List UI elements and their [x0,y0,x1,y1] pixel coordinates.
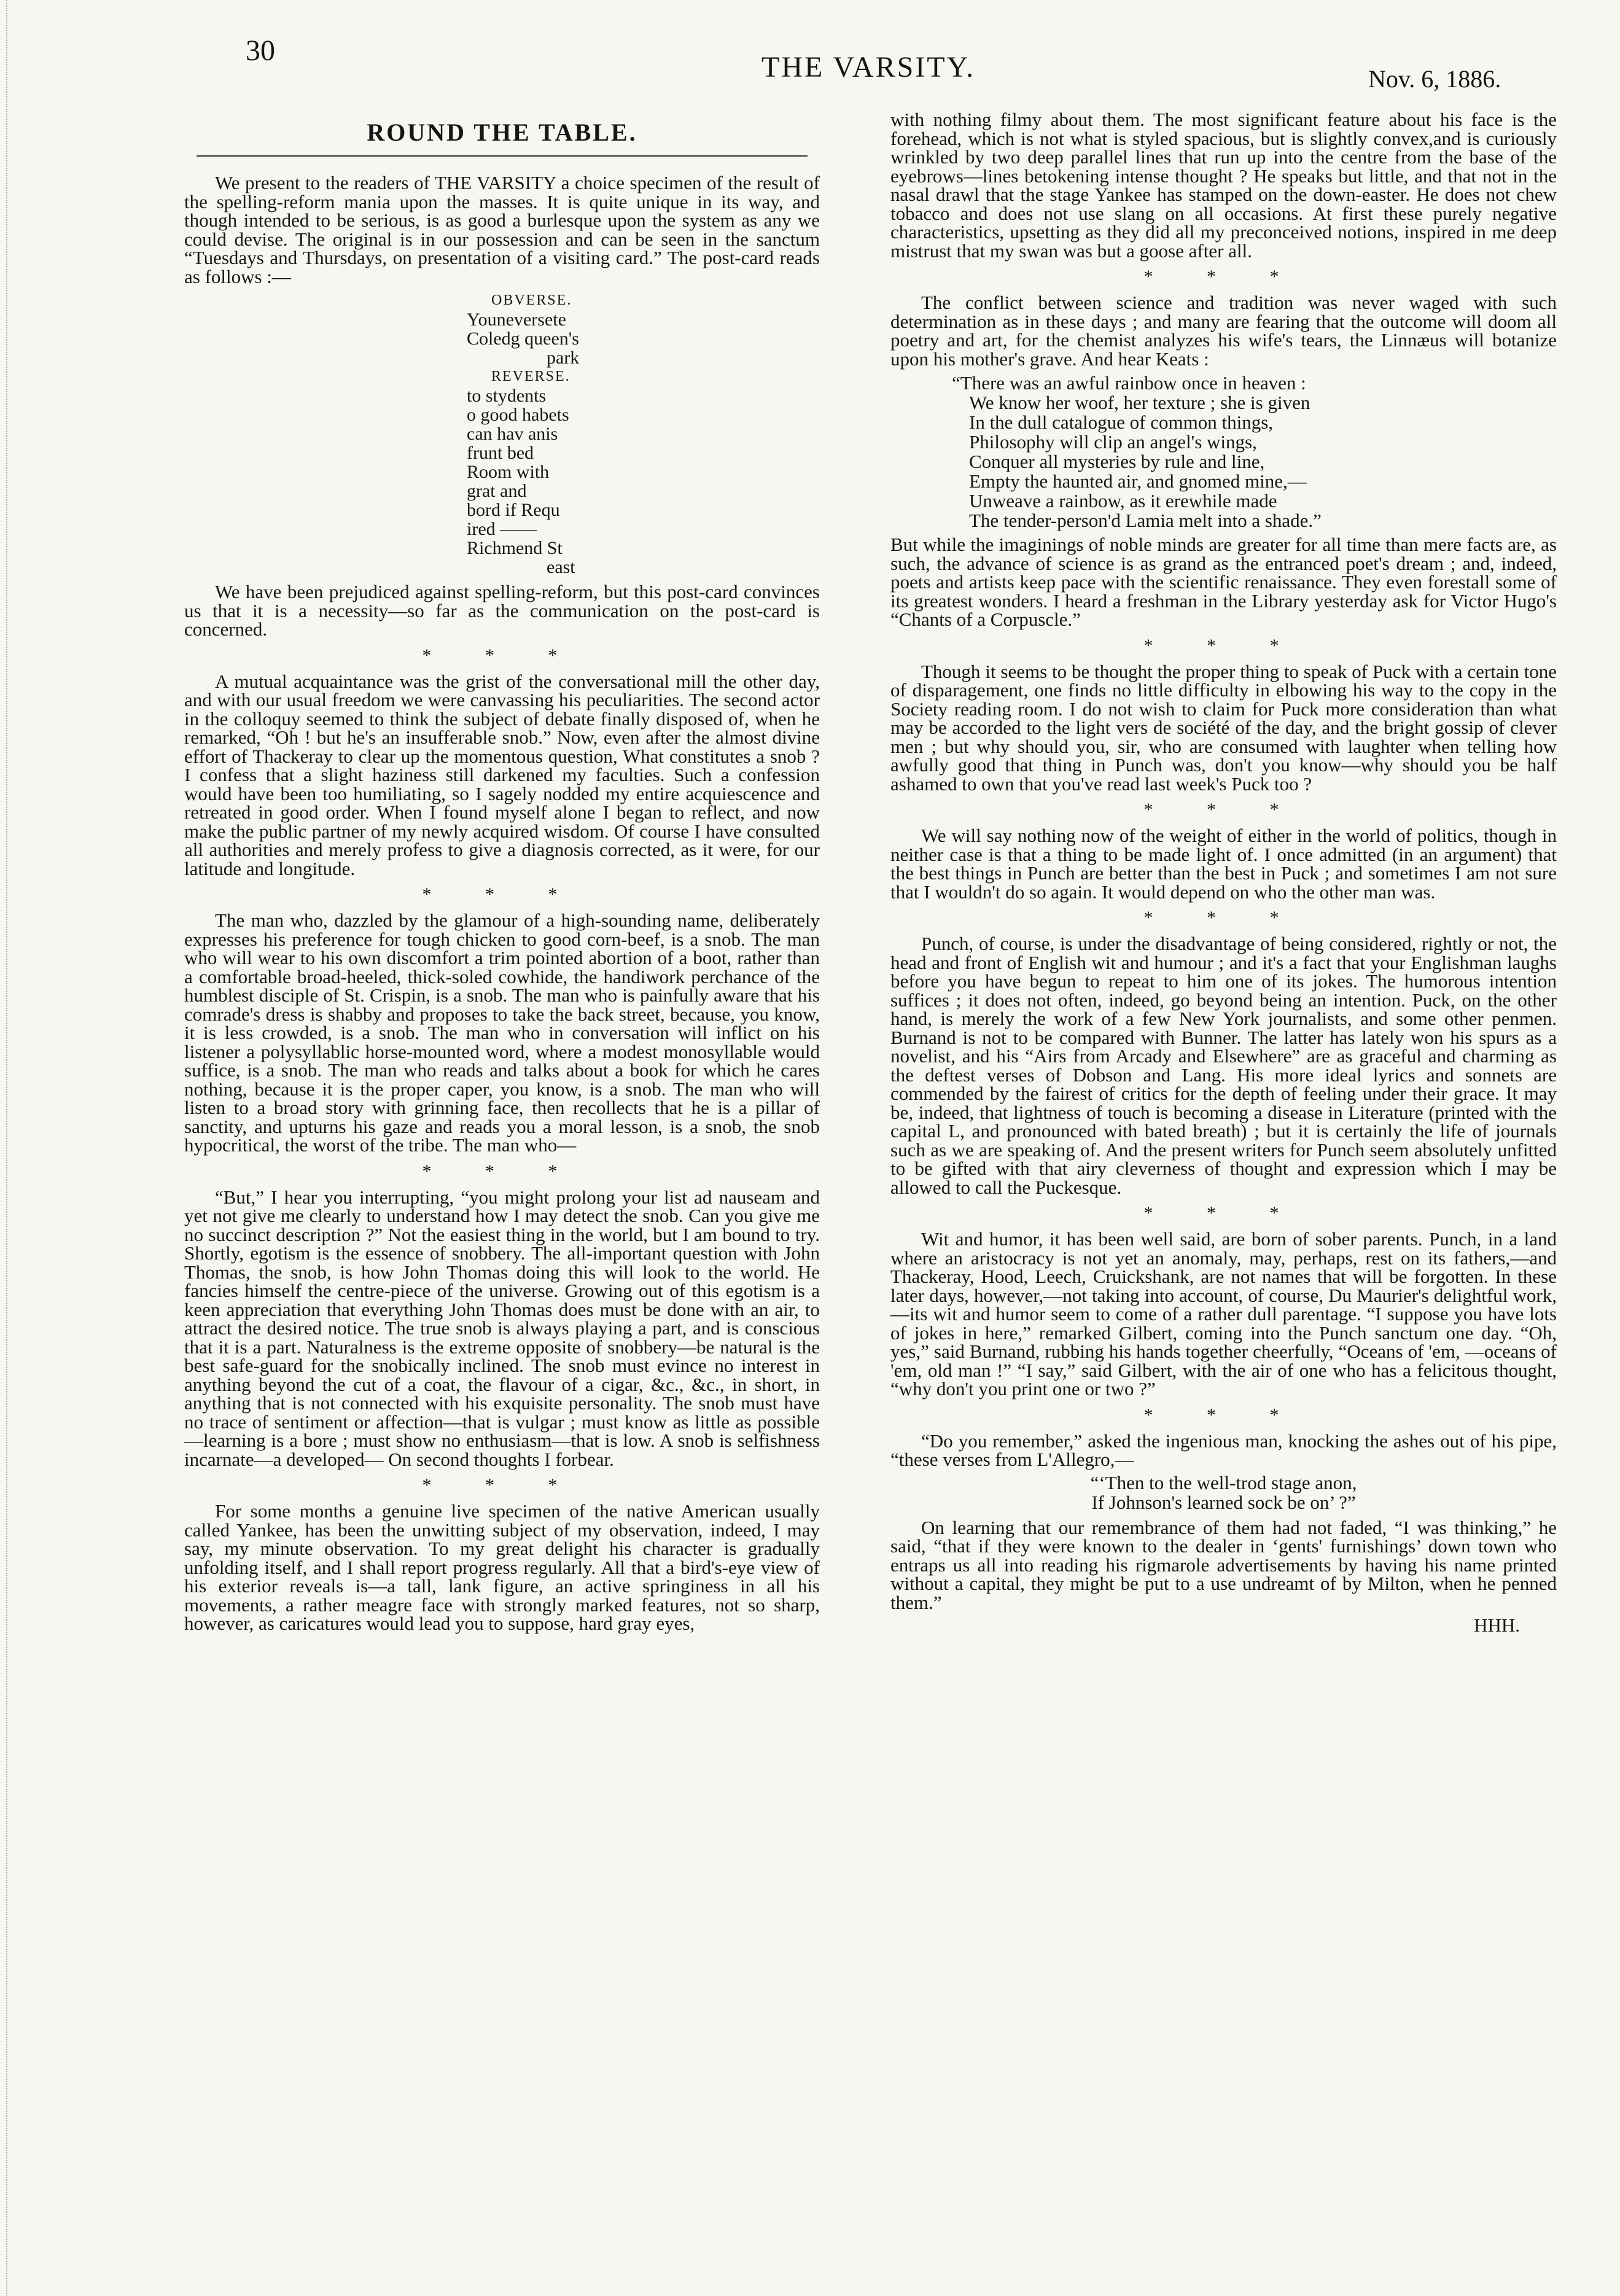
section-break: * * * [1143,635,1304,656]
intro-paragraph: We present to the readers of THE VARSITY a choice specimen of the result of the spelling-reform mania upon the masses. It is quite unique in its way, and though intended to be serious, is as good a burlesque upon the system as any we could devise. The original is in our possession and can be seen in the sanctum “Tuesdays and Thursdays, on presentation of a visiting card.” The post-card reads as follows :— [184,172,820,287]
paragraph: with nothing filmy about them. The most significant feature about his face is the forehead, which is not what is styled spacious, but is slightly convex,and is curiously wrinkled by two deep parallel lines that run up into the centre from the base of the eyebrows—lines betokening intense thought ? He speaks but little, and that not in the nasal drawl that the stage Yankee has stamped on the down-easter. He does not chew tobacco and does not use slang on all occasions. At first these purely negative characteristics, upsetting as they did all my preconceived notions, inspired in me deep mistrust that my swan was but a goose after all. [890,109,1557,262]
verse-line: Empty the haunted air, and gnomed mine,— [969,470,1307,492]
postcard-line: frunt bed [467,443,534,463]
page-edge-shadow [6,0,10,2296]
postcard-line: park [547,348,580,368]
section-break: * * * [1143,1203,1304,1223]
page-number: 30 [246,34,275,67]
paragraph: The conflict between science and tradition was never waged with such determination as in these days ; and many are fearing that the outcome will doom all poetry and art, for the chemist analyzes his wife's tears, the Linnæus will botanize upon his mother's grave. And hear Keats : [890,292,1557,370]
paragraph: We have been prejudiced against spelling-reform, but this post-card convinces us that it is a necessity—so far as the communication on the post-card is concerned. [184,581,820,640]
section-break: * * * [422,1475,582,1495]
section-title: ROUND THE TABLE. [367,119,637,146]
section-break: * * * [1143,267,1304,287]
postcard-line: grat and [467,481,527,501]
right-column [890,111,1557,1636]
title-rule [197,155,808,157]
issue-date: Nov. 6, 1886. [1368,65,1501,93]
verse-line: The tender-person'd Lamia melt into a shade.” [969,510,1322,531]
postcard-line: Coledg queen's [467,329,579,349]
paragraph: Wit and humor, it has been well said, are born of sober parents. Punch, in a land where an aristocracy is not yet an anomaly, may, perhaps, rest on its fathers,—and Thackeray, Hood, Leech, Cruickshank, are not names that will be forgotten. In these later days, however,—not taking into account, of course, Du Maurier's delightful work,—its wit and humor seem to come of a rather dull parentage. “I suppose you have lots of jokes in here,” remarked Gilbert, coming into the Punch sanctum one day. “Oh, yes,” said Burnand, rubbing his hands together cheerfully, “Oceans of 'em, —oceans of 'em, old man !” “I say,” said Gilbert, with the air of one who has a felicitous thought, “why don't you print one or two ?” [890,1228,1557,1399]
paragraph: But while the imaginings of noble minds are greater for all time than mere facts are, as such, the advance of science is as grand as the entranced poet's dream ; and, indeed, poets and artists keep pace with the scientific renaissance. They even forestall some of its greatest wonders. I heard a freshman in the Library yesterday ask for Victor Hugo's “Chants of a Corpuscle.” [890,534,1557,630]
verse-line: Philosophy will clip an angel's wings, [969,431,1257,453]
section-break: * * * [422,645,582,666]
postcard-line: bord if Requ [467,500,560,520]
left-column [184,111,820,1633]
section-break: * * * [1143,1404,1304,1425]
paragraph: “Do you remember,” asked the ingenious man, knocking the ashes out of his pipe, “these verses from L'Allegro,— [890,1430,1557,1470]
postcard-line: to stydents [467,386,547,406]
postcard-line: Youneversete [467,309,566,330]
author-signature: HHH. [1474,1614,1520,1636]
paragraph: For some months a genuine live specimen of the native American usually called Yankee, has been the unwitting subject of my observation, indeed, I may say, my minute observation. To my great delight his character is gradually unfolding itself, and I shall report progress regularly. All that a bird's-eye view of his exterior reveals is—a tall, lank figure, an active springiness in all his movements, a rather meagre face with strongly marked features, not so sharp, however, as caricatures would lead you to suppose, hard gray eyes, [184,1500,820,1634]
publication-title: THE VARSITY. [761,51,976,84]
postcard-line: ired —— [467,519,537,539]
verse-line: We know her woof, her texture ; she is given [969,392,1310,413]
verse-line: “‘Then to the well-trod stage anon, [1090,1471,1357,1493]
verse-line: Conquer all mysteries by rule and line, [969,451,1265,472]
postcard-line: o good habets [467,405,569,425]
section-break: * * * [1143,908,1304,928]
postcard-line: Richmend St [467,538,563,558]
postcard-line: can hav anis [467,424,558,444]
paragraph: Punch, of course, is under the disadvantage of being considered, rightly or not, the head and front of English wit and humour ; and it's a fact that your Englishman laughs before you have begun to repeat to him one of its jokes. The humorous intention suffices ; it does not often, indeed, go beyond being an intention. Puck, on the other hand, is merely the work of a few New York journalists, and some other penmen. Burnand is not to be compared with Bunner. The latter has lately won his spurs as a novelist, and his “Airs from Arcady and Elsewhere” are as graceful and charming as the deftest verses of Dobson and Lang. His more ideal lyrics and sonnets are commended by the fairest of critics for the depth of feeling under their grace. It may be, indeed, that lightness of touch is becoming a disease in Literature (printed with the capital L, and pronounced with bated breath) ; but it is certainly the life of journals such as we are speaking of. And the present writers for Punch seem absolutely unfitted to be gifted with that airy cleverness of thought and expression which I may be allowed to call the Puckesque. [890,933,1557,1198]
paragraph: A mutual acquaintance was the grist of the conversational mill the other day, and with our usual freedom we were canvassing his peculiarities. The second actor in the colloquy seemed to think the subject of debate finally disposed of, when he remarked, “Oh ! but he's an insufferable snob.” Now, even after the almost divine effort of Thackeray to clear up the momentous question, What constitutes a snob ? I confess that a slight haziness still darkened my faculties. Such a confession would have been too humiliating, so I sagely nodded my entire acquiescence and retreated in good order. When I found myself alone I began to reflect, and now make the public partner of my newly acquired wisdom. Of course I have consulted all authorities and merely profess to give a diagnosis corrected, as it were, for our latitude and longitude. [184,670,820,879]
paragraph: Though it seems to be thought the proper thing to speak of Puck with a certain tone of disparagement, one finds no little difficulty in elbowing his way to the copy in the Society reading room. I do not wish to claim for Puck more consideration than what may be accorded to the light vers de société of the day, and the bright gossip of clever men ; but why should you, sir, who are consumed with laughter when telling how awfully good that thing in Punch was, don't you know—why should you be half ashamed to own that you've read last week's Puck too ? [890,660,1557,795]
reverse-label: REVERSE. [491,368,571,384]
verse-line: “There was an awful rainbow once in heaven : [952,372,1306,394]
obverse-label: OBVERSE. [491,292,572,308]
section-break: * * * [422,884,582,905]
lallegro-quotation [890,1473,1557,1512]
verse-line: If Johnson's learned sock be on’ ?” [1091,1491,1356,1513]
paragraph: The man who, dazzled by the glamour of a high-sounding name, deliberately expresses his preference for tough chicken to good corn-beef, is a snob. The man who will wear to his own discomfort a trim pointed abortion of a boot, rather than a comfortable broad-heeled, thick-soled cowhide, the handiwork perchance of the humblest disciple of St. Crispin, is a snob. The man who is painfully aware that his comrade's dress is shabby and proposes to take the back street, because, you know, it is less crowded, is a snob. The man who in conversation will inflict on his listener a polysyllablic horse-mounted word, where a modest monosyllable would suffice, is a snob. The man who reads and talks about a book for which he cares nothing, because it is the proper caper, you know, is a snob. The man who will listen to a broad story with grinning face, then recollects that he is a pillar of sanctity, and upturns his gaze and reads you a moral lesson, is a snob, the snob hypocritical, the worst of the tribe. The man who— [184,909,820,1156]
verse-line: Unweave a rainbow, as it erewhile made [969,490,1277,512]
postcard-line: east [547,557,575,577]
postcard-specimen [467,291,820,577]
section-break: * * * [1143,800,1304,820]
paragraph: On learning that our remembrance of them had not faded, “I was thinking,” he said, “that if they were known to the dealer in ‘gents' furnishings’ down town who entraps us all into reading his rigmarole advertisements by having his name printed without a capital, they might be put to a use undreamt of by Milton, when he penned them.” [890,1516,1557,1613]
verse-line: In the dull catalogue of common things, [969,411,1274,433]
paragraph: “But,” I hear you interrupting, “you might prolong your list ad nauseam and yet not give me clearly to understand how I may detect the snob. Can you give me no succinct description ?” Not the easiest thing in the world, but I am bound to try. Shortly, egotism is the essence of snobbery. The all-important question with John Thomas, the snob, is how John Thomas doing this will look to the world. He fancies himself the centre-piece of the universe. Growing out of this egotism is a keen appreciation that everything John Thomas does must be done with an air, to attract the desired notice. The true snob is always playing a part, and is conscious that it is a part. Naturalness is the extreme opposite of snobbery—be natural is the best safe-guard for the snobically inclined. The snob must evince no interest in anything beyond the cut of a coat, the flavour of a cigar, &c., &c., in short, in anything that is not connected with his exquisite personality. The snob must have no trace of sentiment or affection—that is vulgar ; must know as little as possible—learning is a bore ; must show no enthusiasm—that is low. A snob is selfishness incarnate—a developed— On second thoughts I forbear. [184,1186,820,1470]
postcard-line: Room with [467,462,550,482]
keats-quotation [952,373,1557,531]
paragraph: We will say nothing now of the weight of either in the world of politics, though in neither case is that a thing to be made light of. I once admitted (in an argument) that the best things in Punch are better than the best in Puck ; and sometimes I am not sure that I wouldn't do so again. It would depend on who the other man was. [890,825,1557,903]
section-break: * * * [422,1161,582,1181]
